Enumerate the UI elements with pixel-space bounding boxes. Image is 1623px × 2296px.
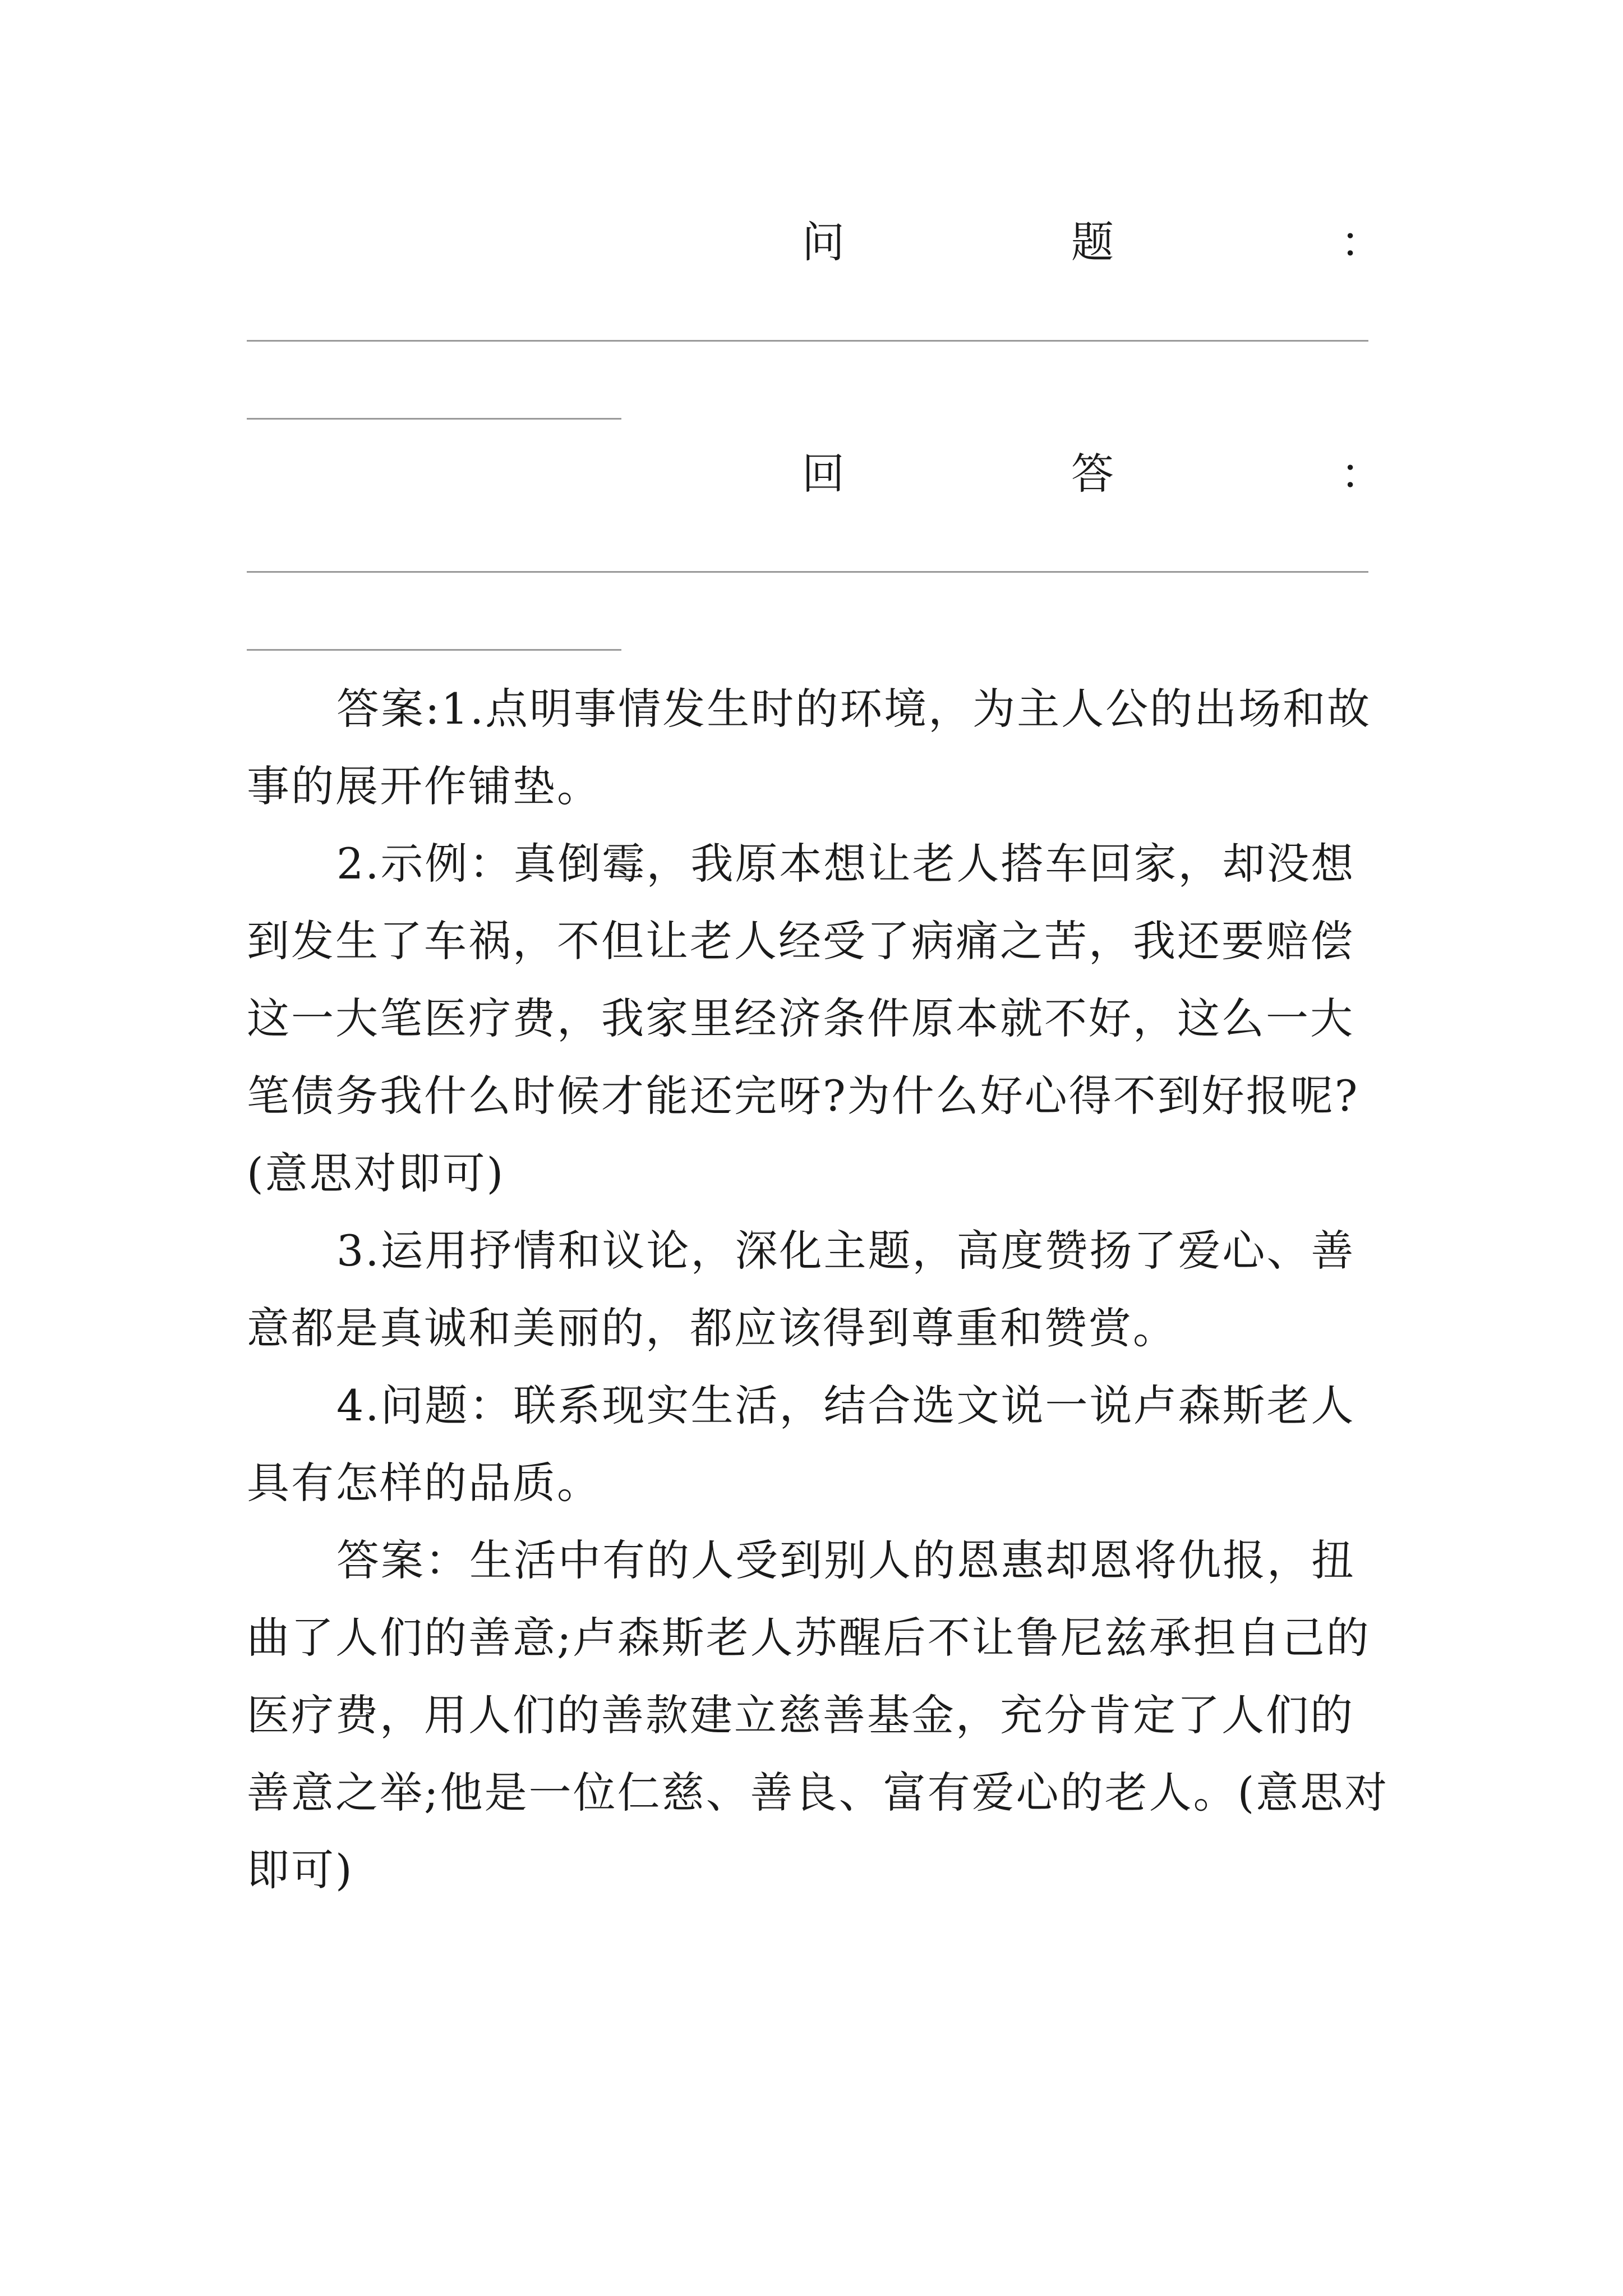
question-blank-line-2: [247, 418, 621, 420]
answer-paragraph-3: 3.运用抒情和议论，深化主题，高度赞扬了爱心、善意都是真诚和美丽的，都应该得到尊重和赞赏。: [247, 1226, 1355, 1353]
question-label-char-2: 题: [1071, 217, 1114, 267]
answer-blank-line-2: [247, 649, 621, 651]
answer-paragraph-5: 答案：生活中有的人受到别人的恩惠却恩将仇报，扭曲了人们的善意;卢森斯老人苏醒后不让鲁尼兹承担自己的医疗费，用人们的善款建立慈善基金，充分肯定了人们的善意之举;他是一位仁慈、善良、富有爱心的老人。(意思对即可): [247, 1535, 1389, 1895]
answer-blank-line-1: [247, 571, 1368, 573]
question-label-char-1: 问: [802, 217, 845, 267]
answer-prompt: [247, 446, 1383, 502]
answer-label-colon: ：: [1340, 449, 1383, 499]
answer-paragraph-4: 4.问题：联系现实生活，结合选文说一说卢森斯老人具有怎样的品质。: [247, 1381, 1355, 1508]
question-blank-line-1: [247, 340, 1368, 342]
question-label-colon: ：: [1340, 217, 1383, 267]
question-prompt: [247, 214, 1383, 270]
answer-label-char-1: 回: [802, 449, 845, 499]
answer-key: [247, 670, 1396, 1909]
answer-label-char-2: 答: [1071, 449, 1114, 499]
answer-paragraph-1: 答案:1.点明事情发生时的环境，为主人公的出场和故事的展开作铺垫。: [247, 684, 1372, 811]
answer-paragraph-2: 2.示例：真倒霉，我原本想让老人搭车回家，却没想到发生了车祸，不但让老人经受了病痛之苦，我还要赔偿这一大笔医疗费，我家里经济条件原本就不好，这么一大笔债务我什么时候才能还完呀?为什么好心得不到好报呢?(意思对即可): [247, 839, 1359, 1198]
